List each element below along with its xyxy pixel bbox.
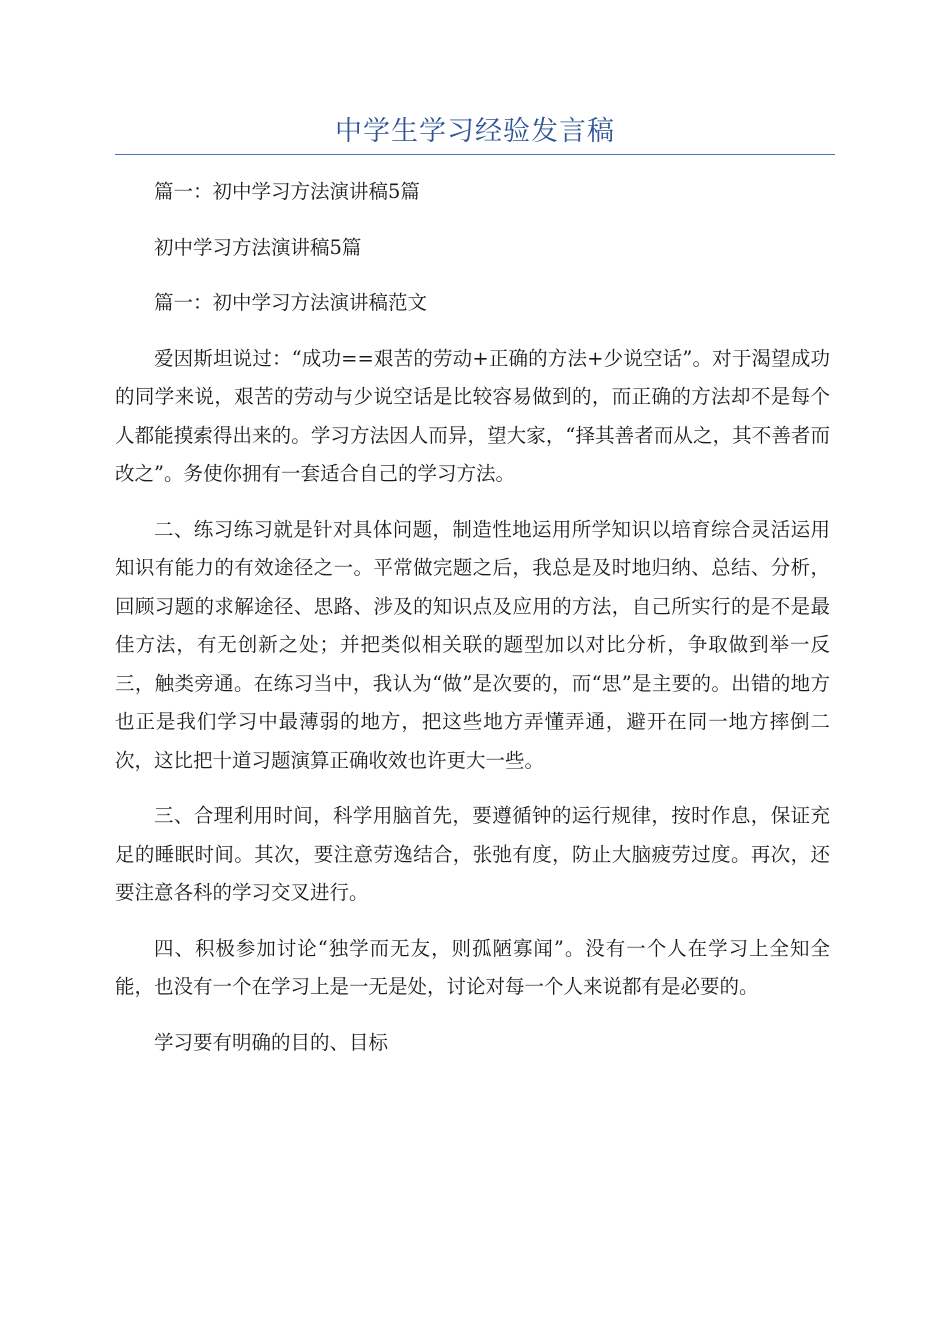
paragraph-goals: 学习要有明确的目的、目标 bbox=[154, 1030, 389, 1054]
paragraph-heading-1: 篇一：初中学习方法演讲稿5篇 bbox=[154, 180, 420, 203]
paragraph-einstein-quote: 爱因斯坦说过：“成功==艰苦的劳动+正确的方法+少说空话”。对于渴望成功的同学来说，艰苦的劳动与少说空话是比较容易做到的，而正确的方法却不是每个人都能摸索得出来的。学习方法因人而异，望大家，“择其善者而从之，其不善者而改之”。务使你拥有一套适合自己的学习方法。 bbox=[115, 346, 830, 485]
paragraph-heading-2: 初中学习方法演讲稿5篇 bbox=[154, 235, 362, 259]
document-body bbox=[115, 173, 830, 1079]
title-underline bbox=[115, 154, 835, 155]
paragraph-practice: 二、练习练习就是针对具体问题，制造性地运用所学知识以培育综合灵活运用知识有能力的有效途径之一。平常做完题之后，我总是及时地归纳、总结、分析，回顾习题的求解途径、思路、涉及的知识点及应用的方法，自己所实行的是不是最佳方法，有无创新之处；并把类似相关联的题型加以对比分析，争取做到举一反三，触类旁通。在练习当中，我认为“做”是次要的，而“思”是主要的。出错的地方也正是我们学习中最薄弱的地方，把这些地方弄懂弄通，避开在同一地方摔倒二次，这比把十道习题演算正确收效也许更大一些。 bbox=[115, 517, 830, 772]
paragraph-heading-3: 篇一：初中学习方法演讲稿范文 bbox=[154, 291, 428, 314]
document-title: 中学生学习经验发言稿 bbox=[335, 116, 615, 147]
paragraph-discussion: 四、积极参加讨论“独学而无友，则孤陋寡闻”。没有一个人在学习上全知全能，也没有一个在学习上是一无是处，讨论对每一个人来说都有是必要的。 bbox=[115, 936, 830, 998]
paragraph-time-management: 三、合理利用时间，科学用脑首先，要遵循钟的运行规律，按时作息，保证充足的睡眠时间。其次，要注意劳逸结合，张弛有度，防止大脑疲劳过度。再次，还要注意各科的学习交叉进行。 bbox=[115, 804, 830, 904]
